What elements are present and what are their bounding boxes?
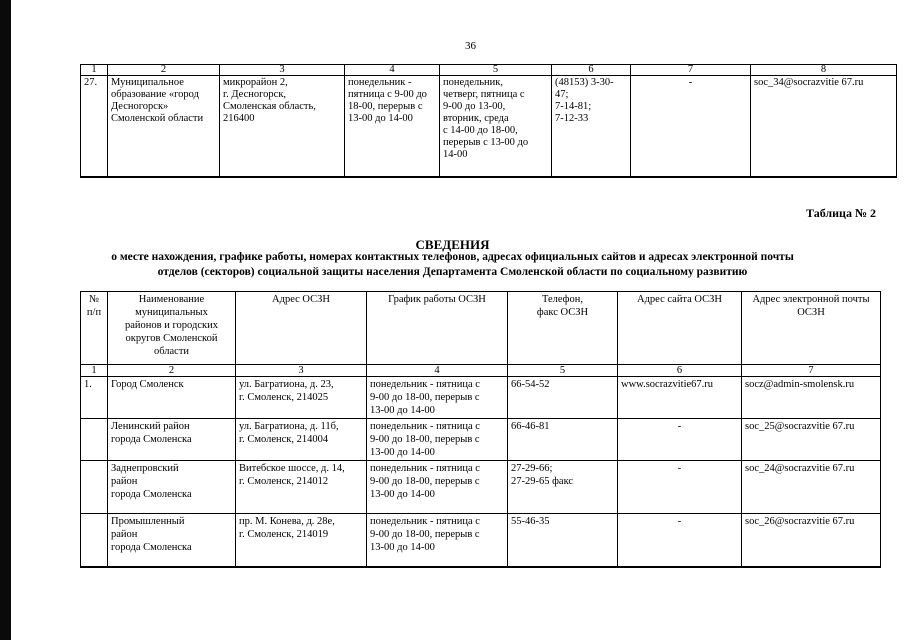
phone-cell: (48153) 3-30-47; 7-14-81; 7-12-33: [552, 76, 631, 178]
col-number: 2: [108, 365, 236, 377]
schedule-cell: понедельник - пятница с 9-00 до 18-00, перерыв с 13-00 до 14-00: [367, 419, 508, 461]
table-label: Таблица № 2: [806, 206, 877, 220]
continuation-table: [80, 64, 897, 178]
row-number: [81, 514, 108, 568]
heading-line-1: о месте нахождения, графике работы, номерах контактных телефонов, адресах официальных сайтов и адресах электронной почты: [111, 251, 794, 263]
col-number: 4: [345, 65, 440, 76]
municipality-name: Город Смоленск: [108, 377, 236, 419]
column-numbers-row: [81, 365, 881, 377]
address-cell: ул. Багратиона, д. 11б, г. Смоленск, 214004: [236, 419, 367, 461]
col-number: 5: [440, 65, 552, 76]
page-number: 36: [465, 40, 476, 52]
scan-edge-bar: [0, 0, 11, 640]
schedule-cell-alt: понедельник, четверг, пятница с 9-00 до 13-00, вторник, среда с 14-00 до 18-00, перерыв с 13-00 до 14-00: [440, 76, 552, 178]
table-header-row: [81, 292, 881, 365]
table-row: [81, 377, 881, 419]
municipality-name: Муниципальное образование «город Десногорск» Смоленской области: [108, 76, 220, 178]
row-number: 1.: [81, 377, 108, 419]
address-cell: микрорайон 2, г. Десногорск, Смоленская область, 216400: [220, 76, 345, 178]
email-cell: soc_24@socrazvitie 67.ru: [742, 461, 881, 514]
column-header-name: Наименование муниципальных районов и городских округов Смоленской области: [108, 292, 236, 365]
email-cell: soc_34@socrazvitie 67.ru: [751, 76, 897, 178]
email-cell: soc_25@socrazvitie 67.ru: [742, 419, 881, 461]
column-numbers-row: [81, 65, 897, 76]
site-cell: www.socrazvitie67.ru: [618, 377, 742, 419]
document-heading: СВЕДЕНИЯ: [415, 237, 490, 252]
row-number: [81, 461, 108, 514]
site-cell: -: [618, 461, 742, 514]
schedule-cell: понедельник - пятница с 9-00 до 18-00, перерыв с 13-00 до 14-00: [345, 76, 440, 178]
col-number: 1: [81, 65, 108, 76]
col-number: 3: [236, 365, 367, 377]
schedule-cell: понедельник - пятница с 9-00 до 18-00, перерыв с 13-00 до 14-00: [367, 377, 508, 419]
col-number: 7: [631, 65, 751, 76]
col-number: 6: [552, 65, 631, 76]
municipality-name: Ленинский район города Смоленска: [108, 419, 236, 461]
phone-cell: 55-46-35: [508, 514, 618, 568]
table-row: [81, 514, 881, 568]
site-cell: -: [618, 514, 742, 568]
col-number: 3: [220, 65, 345, 76]
column-header-site: Адрес сайта ОСЗН: [618, 292, 742, 365]
email-cell: socz@admin-smolensk.ru: [742, 377, 881, 419]
address-cell: ул. Багратиона, д. 23, г. Смоленск, 214025: [236, 377, 367, 419]
site-cell: -: [618, 419, 742, 461]
municipality-name: Заднепровский район города Смоленска: [108, 461, 236, 514]
row-number: [81, 419, 108, 461]
municipality-name: Промышленный район города Смоленска: [108, 514, 236, 568]
address-cell: Витебское шоссе, д. 14, г. Смоленск, 214012: [236, 461, 367, 514]
column-header-address: Адрес ОСЗН: [236, 292, 367, 365]
col-number: 6: [618, 365, 742, 377]
schedule-cell: понедельник - пятница с 9-00 до 18-00, перерыв с 13-00 до 14-00: [367, 514, 508, 568]
col-number: 5: [508, 365, 618, 377]
heading-line-2: отделов (секторов) социальной защиты населения Департамента Смоленской области по социальному развитию: [157, 266, 748, 278]
site-cell: -: [631, 76, 751, 178]
col-number: 7: [742, 365, 881, 377]
col-number: 2: [108, 65, 220, 76]
column-header-schedule: График работы ОСЗН: [367, 292, 508, 365]
column-header-email: Адрес электронной почты ОСЗН: [742, 292, 881, 365]
phone-cell: 66-46-81: [508, 419, 618, 461]
col-number: 4: [367, 365, 508, 377]
column-header-phone: Телефон, факс ОСЗН: [508, 292, 618, 365]
schedule-cell: понедельник - пятница с 9-00 до 18-00, перерыв с 13-00 до 14-00: [367, 461, 508, 514]
email-cell: soc_26@socrazvitie 67.ru: [742, 514, 881, 568]
table-row: [81, 76, 897, 178]
phone-cell: 66-54-52: [508, 377, 618, 419]
departments-table: [80, 291, 881, 568]
table-row: [81, 461, 881, 514]
col-number: 8: [751, 65, 897, 76]
address-cell: пр. М. Конева, д. 28е, г. Смоленск, 214019: [236, 514, 367, 568]
column-header-number: № п/п: [81, 292, 108, 365]
row-number: 27.: [81, 76, 108, 178]
table-row: [81, 419, 881, 461]
phone-cell: 27-29-66; 27-29-65 факс: [508, 461, 618, 514]
col-number: 1: [81, 365, 108, 377]
